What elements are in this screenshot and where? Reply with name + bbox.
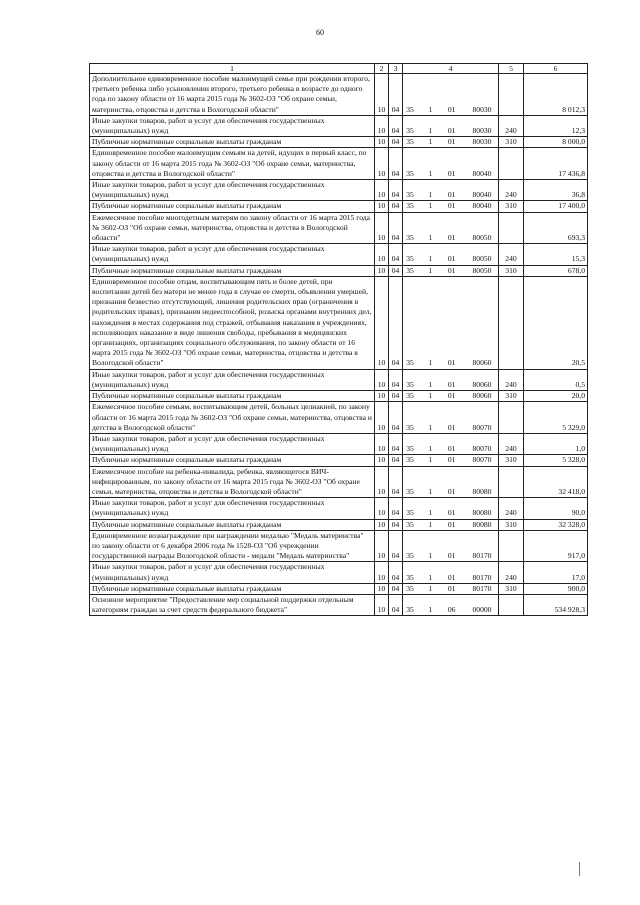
row-target-article (403, 466, 499, 498)
target-article-part: 1 (428, 201, 433, 211)
table-row (90, 244, 588, 265)
row-description: Единовременное вознаграждение при награждении медалью "Медаль материнства" по закону области от 6 декабря 2006 года № 1528-ОЗ "Об учреждении государственной награды Вологодской области - медали "Медаль материнства" (90, 530, 375, 562)
target-article-part: 1 (428, 519, 433, 529)
target-article-part: 35 (406, 508, 414, 518)
target-article-part: 80070 (472, 422, 492, 432)
target-article-part: 80060 (472, 358, 492, 368)
row-expense-type (499, 148, 524, 180)
row-amount: 36,8 (524, 180, 588, 201)
table-row (90, 201, 588, 212)
target-article-part: 01 (447, 486, 456, 496)
row-target-article (403, 594, 499, 615)
row-target-article (403, 115, 499, 136)
row-target-article (403, 74, 499, 116)
target-article-part: 80050 (472, 233, 492, 243)
row-section: 10 (375, 201, 389, 212)
target-article-part: 35 (406, 233, 414, 243)
target-article-part: 35 (406, 201, 414, 211)
col-header-1: 1 (90, 64, 375, 74)
row-target-article (403, 244, 499, 265)
row-section: 10 (375, 583, 389, 594)
target-article-part: 35 (406, 551, 414, 561)
row-target-article (403, 433, 499, 454)
target-article-part: 01 (447, 519, 456, 529)
row-expense-type (499, 402, 524, 434)
target-article-part: 01 (447, 391, 456, 401)
table-row (90, 115, 588, 136)
row-section: 10 (375, 433, 389, 454)
table-row (90, 265, 588, 276)
row-section: 10 (375, 530, 389, 562)
target-article-part: 01 (447, 358, 456, 368)
row-target-article (403, 402, 499, 434)
table-row (90, 402, 588, 434)
target-article-part: 80170 (472, 583, 492, 593)
table-row (90, 530, 588, 562)
row-target-article (403, 180, 499, 201)
row-amount: 20,5 (524, 276, 588, 369)
row-subsection: 04 (389, 74, 403, 116)
table-row (90, 180, 588, 201)
row-amount: 900,0 (524, 583, 588, 594)
row-description: Публичные нормативные социальные выплаты гражданам (90, 519, 375, 530)
target-article-part: 06 (447, 605, 456, 615)
target-article-part: 35 (406, 605, 414, 615)
row-subsection: 04 (389, 148, 403, 180)
target-article-part: 1 (428, 190, 433, 200)
row-subsection: 04 (389, 115, 403, 136)
table-row (90, 212, 588, 244)
target-article-part: 80050 (472, 265, 492, 275)
row-amount: 678,0 (524, 265, 588, 276)
row-subsection: 04 (389, 391, 403, 402)
row-section: 10 (375, 594, 389, 615)
target-article-part: 80030 (472, 104, 492, 114)
target-article-part: 80060 (472, 379, 492, 389)
row-amount: 17 400,0 (524, 201, 588, 212)
row-expense-type: 240 (499, 433, 524, 454)
row-subsection: 04 (389, 562, 403, 583)
table-row (90, 455, 588, 466)
target-article-part: 35 (406, 519, 414, 529)
row-subsection: 04 (389, 201, 403, 212)
row-description: Иные закупки товаров, работ и услуг для обеспечения государственных (муниципальных) нужд (90, 369, 375, 390)
target-article-part: 80170 (472, 572, 492, 582)
row-subsection: 04 (389, 244, 403, 265)
row-expense-type: 310 (499, 201, 524, 212)
row-expense-type (499, 530, 524, 562)
table-row (90, 562, 588, 583)
row-section: 10 (375, 212, 389, 244)
target-article-part: 35 (406, 137, 414, 147)
row-amount: 917,0 (524, 530, 588, 562)
target-article-part: 80080 (472, 486, 492, 496)
row-target-article (403, 391, 499, 402)
row-description: Ежемесячное пособие многодетным матерям по закону области от 16 марта 2015 года № 3602-ОЗ "Об охране семьи, материнства, отцовства и детства в Вологодской области" (90, 212, 375, 244)
target-article-part: 1 (428, 444, 433, 454)
table-row (90, 369, 588, 390)
target-article-part: 01 (447, 572, 456, 582)
row-expense-type: 310 (499, 137, 524, 148)
row-subsection: 04 (389, 137, 403, 148)
row-description: Основное мероприятие "Предоставление мер социальной поддержки отдельным категориям граждан за счет средств федерального бюджета" (90, 594, 375, 615)
target-article-part: 35 (406, 126, 414, 136)
target-article-part: 80070 (472, 444, 492, 454)
row-description: Иные закупки товаров, работ и услуг для обеспечения государственных (муниципальных) нужд (90, 562, 375, 583)
row-target-article (403, 562, 499, 583)
col-header-6: 6 (524, 64, 588, 74)
row-expense-type: 240 (499, 180, 524, 201)
row-description: Публичные нормативные социальные выплаты гражданам (90, 137, 375, 148)
target-article-part: 01 (447, 233, 456, 243)
target-article-part: 01 (447, 190, 456, 200)
row-amount: 5 329,0 (524, 402, 588, 434)
row-description: Публичные нормативные социальные выплаты гражданам (90, 201, 375, 212)
row-description: Единовременное пособие малоимущим семьям на детей, идущих в первый класс, по закону области от 16 марта 2015 года № 3602-ОЗ "Об охране семьи, материнства, отцовства и детства в Вологодской области" (90, 148, 375, 180)
row-description: Публичные нормативные социальные выплаты гражданам (90, 265, 375, 276)
row-target-article (403, 212, 499, 244)
header-row (90, 64, 588, 74)
row-target-article (403, 530, 499, 562)
row-expense-type: 310 (499, 265, 524, 276)
col-header-5: 5 (499, 64, 524, 74)
table-row (90, 74, 588, 116)
row-expense-type: 310 (499, 519, 524, 530)
target-article-part: 80040 (472, 168, 492, 178)
col-header-2: 2 (375, 64, 389, 74)
row-amount: 17,0 (524, 562, 588, 583)
row-expense-type (499, 466, 524, 498)
target-article-part: 35 (406, 486, 414, 496)
row-amount: 15,3 (524, 244, 588, 265)
row-target-article (403, 583, 499, 594)
row-description: Публичные нормативные социальные выплаты гражданам (90, 391, 375, 402)
row-amount: 90,0 (524, 498, 588, 519)
row-description: Иные закупки товаров, работ и услуг для обеспечения государственных (муниципальных) нужд (90, 244, 375, 265)
row-amount: 693,3 (524, 212, 588, 244)
target-article-part: 01 (447, 551, 456, 561)
row-description: Иные закупки товаров, работ и услуг для обеспечения государственных (муниципальных) нужд (90, 180, 375, 201)
target-article-part: 80170 (472, 551, 492, 561)
table-row (90, 137, 588, 148)
row-amount: 20,0 (524, 391, 588, 402)
row-amount: 8 012,3 (524, 74, 588, 116)
target-article-part: 80030 (472, 126, 492, 136)
row-subsection: 04 (389, 583, 403, 594)
target-article-part: 35 (406, 265, 414, 275)
row-section: 10 (375, 402, 389, 434)
row-target-article (403, 265, 499, 276)
target-article-part: 35 (406, 422, 414, 432)
target-article-part: 01 (447, 201, 456, 211)
row-subsection: 04 (389, 455, 403, 466)
row-expense-type (499, 594, 524, 615)
row-expense-type: 310 (499, 391, 524, 402)
target-article-part: 80030 (472, 137, 492, 147)
target-article-part: 01 (447, 583, 456, 593)
row-section: 10 (375, 276, 389, 369)
row-section: 10 (375, 137, 389, 148)
target-article-part: 35 (406, 104, 414, 114)
target-article-part: 35 (406, 583, 414, 593)
row-target-article (403, 148, 499, 180)
target-article-part: 35 (406, 190, 414, 200)
row-section: 10 (375, 369, 389, 390)
table-row (90, 466, 588, 498)
row-expense-type: 310 (499, 583, 524, 594)
row-subsection: 04 (389, 530, 403, 562)
target-article-part: 35 (406, 379, 414, 389)
row-amount: 5 328,0 (524, 455, 588, 466)
row-subsection: 04 (389, 402, 403, 434)
target-article-part: 1 (428, 391, 433, 401)
row-section: 10 (375, 498, 389, 519)
row-section: 10 (375, 562, 389, 583)
row-section: 10 (375, 148, 389, 180)
target-article-part: 80070 (472, 455, 492, 465)
row-section: 10 (375, 391, 389, 402)
target-article-part: 35 (406, 254, 414, 264)
row-amount: 32 418,0 (524, 466, 588, 498)
row-description: Иные закупки товаров, работ и услуг для обеспечения государственных (муниципальных) нужд (90, 115, 375, 136)
target-article-part: 1 (428, 605, 433, 615)
row-expense-type: 310 (499, 455, 524, 466)
row-target-article (403, 369, 499, 390)
row-description: Публичные нормативные социальные выплаты гражданам (90, 455, 375, 466)
row-section: 10 (375, 74, 389, 116)
table-row (90, 519, 588, 530)
target-article-part: 80050 (472, 254, 492, 264)
row-amount: 12,3 (524, 115, 588, 136)
target-article-part: 1 (428, 508, 433, 518)
target-article-part: 01 (447, 168, 456, 178)
target-article-part: 35 (406, 572, 414, 582)
budget-table (89, 63, 588, 616)
target-article-part: 01 (447, 126, 456, 136)
target-article-part: 1 (428, 254, 433, 264)
table-row (90, 148, 588, 180)
row-subsection: 04 (389, 594, 403, 615)
row-target-article (403, 498, 499, 519)
row-expense-type: 240 (499, 244, 524, 265)
target-article-part: 80080 (472, 508, 492, 518)
target-article-part: 01 (447, 104, 456, 114)
target-article-part: 1 (428, 358, 433, 368)
row-target-article (403, 137, 499, 148)
row-subsection: 04 (389, 498, 403, 519)
target-article-part: 1 (428, 126, 433, 136)
table-row (90, 433, 588, 454)
table-row (90, 594, 588, 615)
row-subsection: 04 (389, 276, 403, 369)
target-article-part: 35 (406, 444, 414, 454)
target-article-part: 1 (428, 233, 433, 243)
row-description: Иные закупки товаров, работ и услуг для обеспечения государственных (муниципальных) нужд (90, 498, 375, 519)
target-article-part: 35 (406, 358, 414, 368)
row-section: 10 (375, 265, 389, 276)
row-target-article (403, 455, 499, 466)
target-article-part: 35 (406, 455, 414, 465)
target-article-part: 35 (406, 168, 414, 178)
row-description: Единовременное пособие отцам, воспитывающим пять и более детей, при воспитании детей без матери не менее года в случае ее смерти, объявления умершей, признания безвестно отсутствующей, лишения родительских прав (ограничения в родительских правах), признания недееспособной, розыска органами внутренних дел, нахождения в местах содержания под стражей, отбывания наказания в учреждениях, исполняющих наказание в виде лишения свободы, пребывания в медицинских организациях, организациях социального обслуживания, по закону области от 16 марта 2015 года № 3602-ОЗ "Об охране семьи, материнства, отцовства и детства в Вологодской области" (90, 276, 375, 369)
row-amount: 8 000,0 (524, 137, 588, 148)
target-article-part: 01 (447, 444, 456, 454)
row-subsection: 04 (389, 466, 403, 498)
row-section: 10 (375, 115, 389, 136)
row-amount: 17 436,8 (524, 148, 588, 180)
row-expense-type: 240 (499, 498, 524, 519)
row-target-article (403, 519, 499, 530)
row-expense-type (499, 74, 524, 116)
target-article-part: 1 (428, 572, 433, 582)
row-section: 10 (375, 466, 389, 498)
target-article-part: 01 (447, 422, 456, 432)
col-header-4: 4 (403, 64, 499, 74)
row-amount: 0,5 (524, 369, 588, 390)
row-expense-type (499, 276, 524, 369)
page-number: 60 (316, 28, 324, 37)
row-subsection: 04 (389, 433, 403, 454)
row-expense-type: 240 (499, 369, 524, 390)
target-article-part: 1 (428, 379, 433, 389)
target-article-part: 01 (447, 137, 456, 147)
row-section: 10 (375, 455, 389, 466)
row-expense-type (499, 212, 524, 244)
row-amount: 1,0 (524, 433, 588, 454)
row-description: Публичные нормативные социальные выплаты гражданам (90, 583, 375, 594)
target-article-part: 01 (447, 265, 456, 275)
row-expense-type: 240 (499, 115, 524, 136)
target-article-part: 1 (428, 104, 433, 114)
col-header-3: 3 (389, 64, 403, 74)
row-target-article (403, 276, 499, 369)
target-article-part: 01 (447, 455, 456, 465)
target-article-part: 1 (428, 486, 433, 496)
target-article-part: 01 (447, 379, 456, 389)
row-subsection: 04 (389, 519, 403, 530)
row-subsection: 04 (389, 180, 403, 201)
row-subsection: 04 (389, 265, 403, 276)
scan-edge-mark (579, 862, 580, 876)
row-expense-type: 240 (499, 562, 524, 583)
target-article-part: 1 (428, 265, 433, 275)
target-article-part: 80040 (472, 190, 492, 200)
row-amount: 32 328,0 (524, 519, 588, 530)
row-description: Ежемесячное пособие на ребенка-инвалида, ребенка, являющегося ВИЧ-инфицированным, по закону области от 16 марта 2015 года № 3602-ОЗ "Об охране семьи, материнства, отцовства и детства в Вологодской области" (90, 466, 375, 498)
target-article-part: 1 (428, 168, 433, 178)
target-article-part: 00000 (472, 605, 492, 615)
target-article-part: 01 (447, 254, 456, 264)
row-description: Дополнительное единовременное пособие малоимущей семье при рождении второго, третьего ребенка либо усыновлении второго, третьего ребенка в возрасте до одного года по закону области от 16 марта 2015 года № 3602-ОЗ "Об охране семьи, материнства, отцовства и детства в Вологодской области" (90, 74, 375, 116)
row-subsection: 04 (389, 369, 403, 390)
table-row (90, 276, 588, 369)
row-target-article (403, 201, 499, 212)
target-article-part: 80040 (472, 201, 492, 211)
table-row (90, 583, 588, 594)
target-article-part: 1 (428, 551, 433, 561)
row-description: Ежемесячное пособие семьям, воспитывающим детей, больных целиакией, по закону области от 16 марта 2015 года № 3602-ОЗ "Об охране семьи, материнства, отцовства и детства в Вологодской области" (90, 402, 375, 434)
row-section: 10 (375, 244, 389, 265)
target-article-part: 01 (447, 508, 456, 518)
target-article-part: 35 (406, 391, 414, 401)
target-article-part: 80060 (472, 391, 492, 401)
target-article-part: 1 (428, 583, 433, 593)
row-subsection: 04 (389, 212, 403, 244)
row-section: 10 (375, 519, 389, 530)
table-row (90, 498, 588, 519)
target-article-part: 1 (428, 137, 433, 147)
row-amount: 534 928,3 (524, 594, 588, 615)
target-article-part: 1 (428, 422, 433, 432)
row-description: Иные закупки товаров, работ и услуг для обеспечения государственных (муниципальных) нужд (90, 433, 375, 454)
row-section: 10 (375, 180, 389, 201)
target-article-part: 1 (428, 455, 433, 465)
target-article-part: 80080 (472, 519, 492, 529)
table-row (90, 391, 588, 402)
